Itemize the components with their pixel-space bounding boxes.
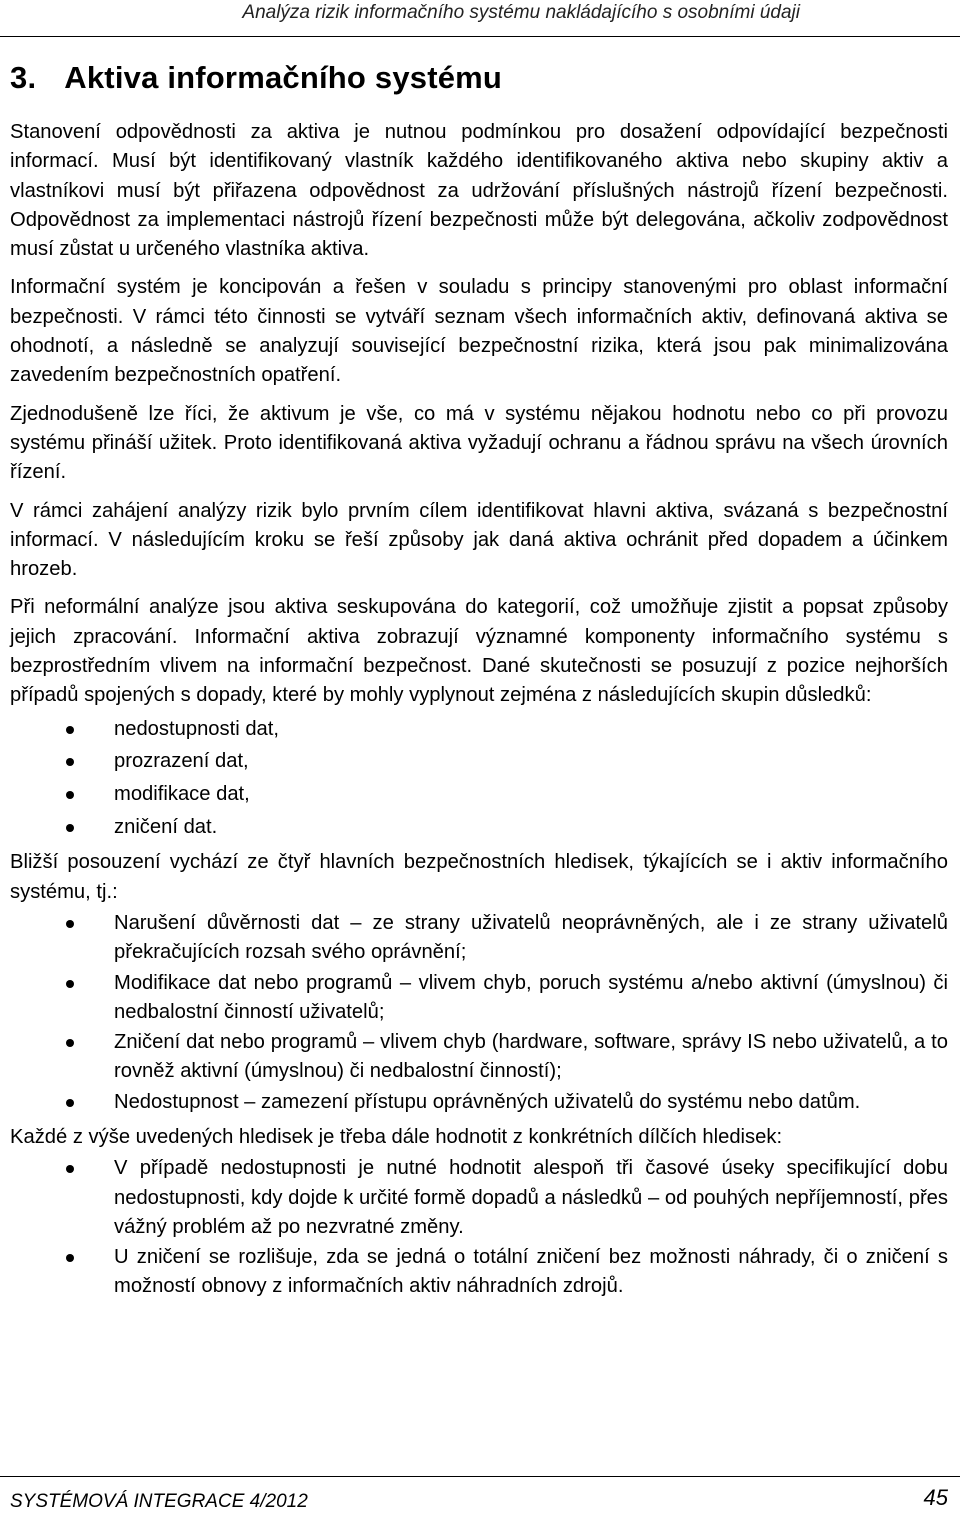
page-content — [10, 60, 948, 1308]
section-number: 3. — [10, 60, 37, 95]
running-header — [0, 0, 960, 37]
list-item: U zničení se rozlišuje, zda se jedná o totální zničení bez možnosti náhrady, či o zničení s možností obnovy z informačních aktiv náhradních zdrojů. — [10, 1243, 948, 1302]
aspects-list — [10, 909, 948, 1117]
paragraph-ownership: Stanovení odpovědnosti za aktiva je nutnou podmínkou pro dosažení odpovídající bezpečnosti informací. Musí být identifikovaný vlastník každého identifikovaného aktiva nebo skupiny aktiv a vlastníkovi musí být přiřazena odpovědnost za udržování příslušných nástrojů řízení bezpečnosti. Odpovědnost za implementaci nástrojů řízení bezpečnosti může být delegována, ačkoliv zodpovědnost musí zůstat u určeného vlastníka aktiva. — [10, 121, 948, 261]
section-title: Aktiva informačního systému — [64, 60, 503, 95]
journal-name: SYSTÉMOVÁ INTEGRACE 4/2012 — [10, 1491, 308, 1512]
paragraph-analysis-start: V rámci zahájení analýzy rizik bylo prvním cílem identifikovat hlavni aktiva, svázaná s bezpečnostní informací. V následujícím kroku se řeší způsoby jak daná aktiva ochránit před dopadem a účinkem hrozeb. — [10, 499, 948, 581]
subaspects-list — [10, 1154, 948, 1301]
consequences-list — [10, 715, 948, 843]
page-number: 45 — [923, 1485, 948, 1510]
paragraph-is-concept: Informační systém je koncipován a řešen v souladu s principy stanovenými pro oblast informační bezpečnosti. V rámci této činnosti se vytváří seznam všech informačních aktiv, definovaná aktiva se ohodnotí, a následně se analyzují související bezpečnostní rizika, která jsou pak minimalizována zavedením bezpečnostních opatření. — [10, 276, 948, 387]
section-heading — [10, 60, 948, 96]
list-item: modifikace dat, — [10, 780, 948, 809]
list-item: nedostupnosti dat, — [10, 715, 948, 744]
running-footer — [0, 1476, 960, 1512]
paragraph-asset-definition: Zjednodušeně lze říci, že aktivum je vše, co má v systému nějakou hodnotu nebo co při provozu systému přináší užitek. Proto identifikovaná aktiva vyžadují ochranu a řádnou správu na všech úrovních řízení. — [10, 402, 948, 484]
paragraph-informal-analysis: Při neformální analýze jsou aktiva seskupována do kategorií, což umožňuje zjistit a popsat způsoby jejich zpracování. Informační aktiva zobrazují významné komponenty informačního systému s bezprostředním vlivem na informační bezpečnost. Dané skutečnosti se posuzují z pozice nejhorších případů spojených s dopady, které by mohly vyplynout zejména z následujících skupin důsledků: — [10, 596, 948, 707]
list-item: prozrazení dat, — [10, 747, 948, 776]
list-item: Narušení důvěrnosti dat – ze strany uživatelů neoprávněných, ale i ze strany uživatelů překračujících rozsah svého oprávnění; — [10, 909, 948, 968]
running-header-text: Analýza rizik informačního systému nakládajícího s osobními údaji — [242, 2, 800, 23]
list-item: V případě nedostupnosti je nutné hodnotit alespoň tři časové úseky specifikující dobu nedostupnosti, kdy dojde k určité formě dopadů a následků – od pouhých nepříjemností, přes vážný problém až po nezvratné změny. — [10, 1154, 948, 1242]
list-item: Zničení dat nebo programů – vlivem chyb (hardware, software, správy IS nebo uživatelů, a to rovněž aktivní (úmyslnou) či nedbalostní činností); — [10, 1028, 948, 1087]
paragraph-subaspects-intro: Každé z výše uvedených hledisek je třeba dále hodnotit z konkrétních dílčích hledisek: — [10, 1126, 783, 1148]
list-item: Modifikace dat nebo programů – vlivem chyb, poruch systému a/nebo aktivní (úmyslnou) či nedbalostní činností uživatelů; — [10, 969, 948, 1028]
paragraph-aspects-intro: Bližší posouzení vychází ze čtyř hlavních bezpečnostních hledisek, týkajících se i aktiv informačního systému, tj.: — [10, 851, 948, 903]
list-item: Nedostupnost – zamezení přístupu oprávněných uživatelů do systému nebo datům. — [10, 1088, 948, 1117]
list-item: zničení dat. — [10, 813, 948, 842]
